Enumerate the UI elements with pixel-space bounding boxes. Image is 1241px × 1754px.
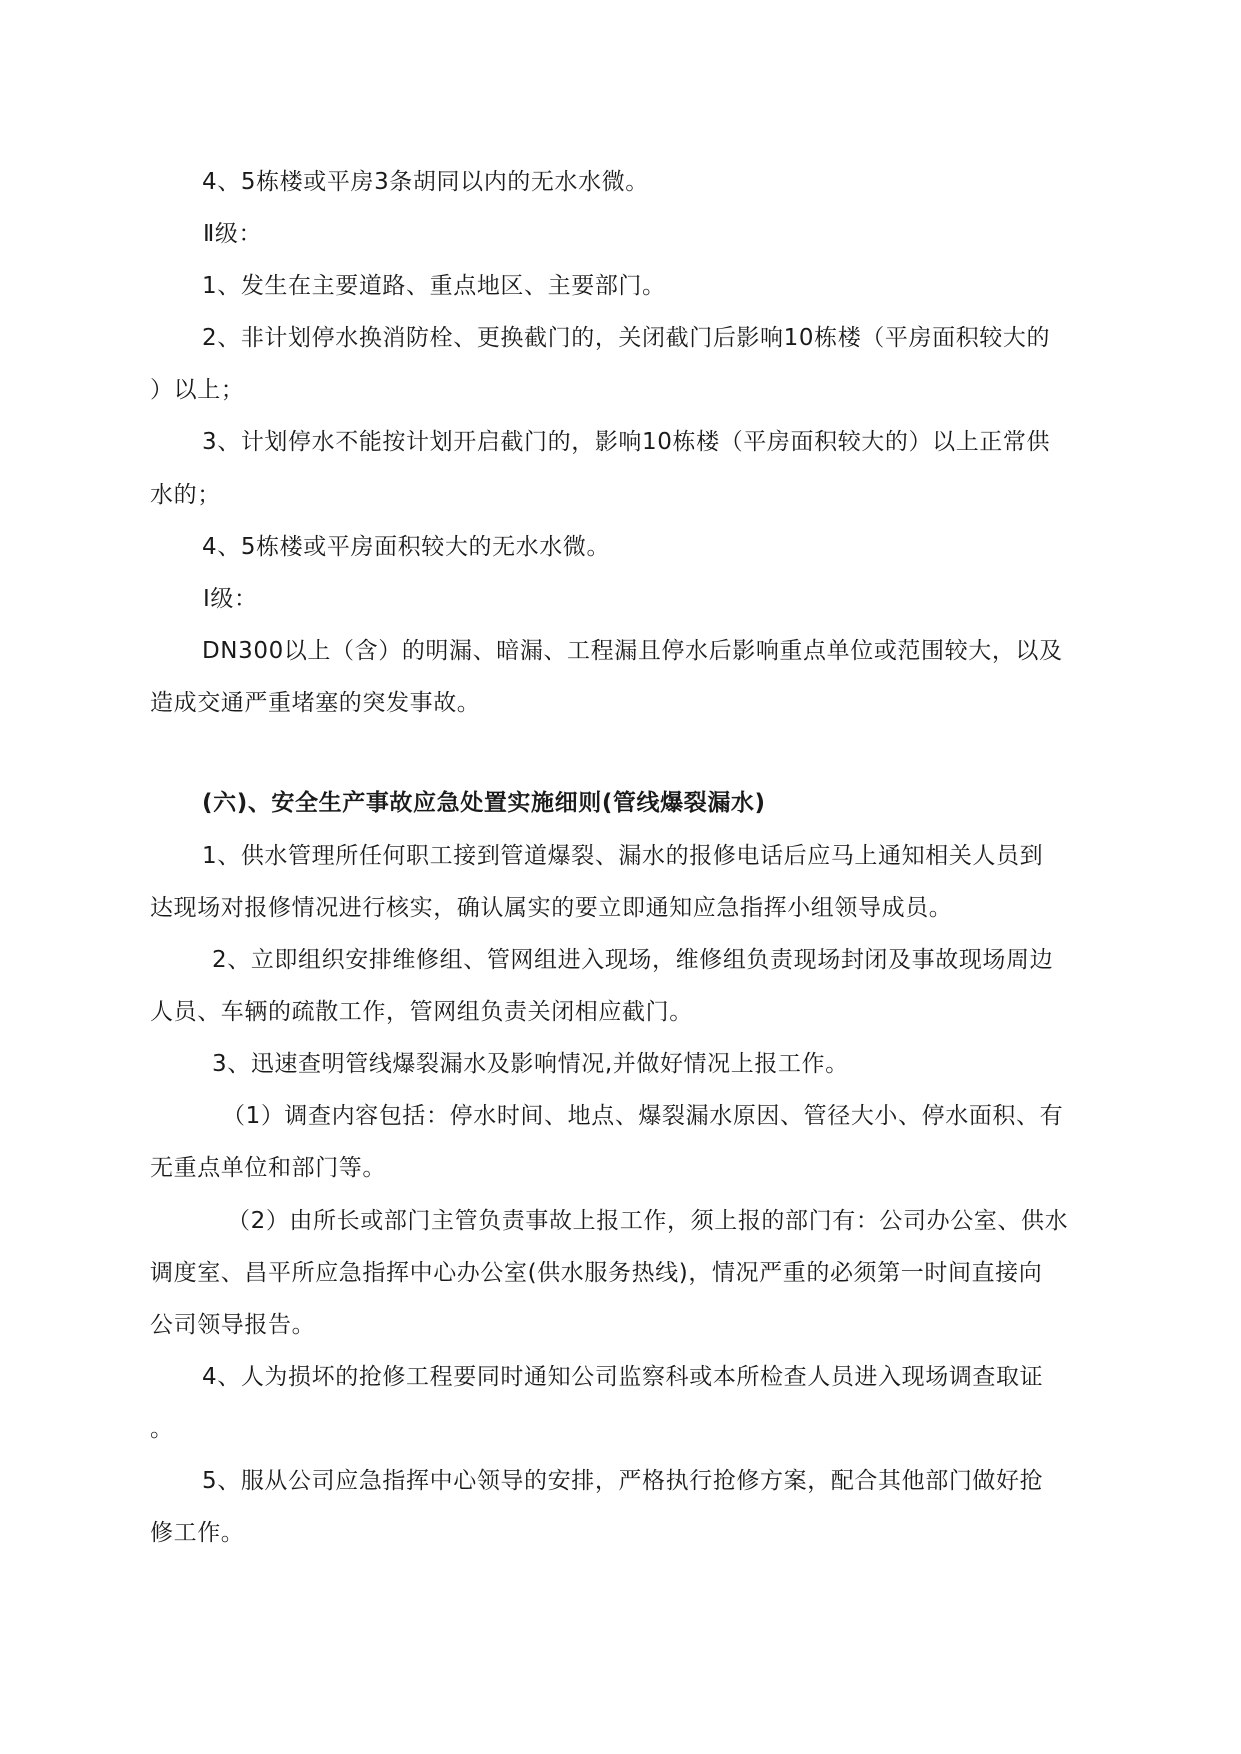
paragraph-line: 4、5栋楼或平房3条胡同以内的无水水微。 <box>202 169 649 195</box>
paragraph-line: 。 <box>150 1416 174 1442</box>
paragraph-line: 无重点单位和部门等。 <box>150 1155 386 1181</box>
section-heading: (六)、安全生产事故应急处置实施细则(管线爆裂漏水) <box>202 790 766 816</box>
paragraph-line: 2、非计划停水换消防栓、更换截门的，关闭截门后影响10栋楼（平房面积较大的 <box>202 325 1051 351</box>
paragraph-line: ）以上； <box>150 377 245 403</box>
paragraph-line: 3、计划停水不能按计划开启截门的，影响10栋楼（平房面积较大的）以上正常供 <box>202 429 1051 455</box>
paragraph-line: 调度室、昌平所应急指挥中心办公室(供水服务热线)，情况严重的必须第一时间直接向 <box>150 1260 1043 1286</box>
paragraph-line: 修工作。 <box>150 1520 245 1546</box>
paragraph-line: 4、人为损坏的抢修工程要同时通知公司监察科或本所检查人员进入现场调查取证 <box>202 1364 1044 1390</box>
paragraph-line: 2、立即组织安排维修组、管网组进入现场，维修组负责现场封闭及事故现场周边 <box>212 947 1054 973</box>
paragraph-line: 人员、车辆的疏散工作，管网组负责关闭相应截门。 <box>150 999 693 1025</box>
paragraph-line: 水的； <box>150 482 221 508</box>
paragraph-line: 5、服从公司应急指挥中心领导的安排，严格执行抢修方案，配合其他部门做好抢 <box>202 1468 1044 1494</box>
paragraph-line: （1）调查内容包括：停水时间、地点、爆裂漏水原因、管径大小、停水面积、有 <box>222 1103 1064 1129</box>
paragraph-line: 达现场对报修情况进行核实，确认属实的要立即通知应急指挥小组领导成员。 <box>150 895 953 921</box>
paragraph-line: DN300以上（含）的明漏、暗漏、工程漏且停水后影响重点单位或范围较大，以及 <box>202 638 1063 664</box>
paragraph-line: 1、发生在主要道路、重点地区、主要部门。 <box>202 273 666 299</box>
paragraph-line: 造成交通严重堵塞的突发事故。 <box>150 690 481 716</box>
paragraph-line: 3、迅速查明管线爆裂漏水及影响情况,并做好情况上报工作。 <box>212 1051 849 1077</box>
level-heading-i: Ⅰ级： <box>203 586 258 612</box>
paragraph-line: 公司领导报告。 <box>150 1312 316 1338</box>
level-heading-ii: Ⅱ级： <box>203 221 263 247</box>
paragraph-line: 4、5栋楼或平房面积较大的无水水微。 <box>202 534 611 560</box>
paragraph-line: 1、供水管理所任何职工接到管道爆裂、漏水的报修电话后应马上通知相关人员到 <box>202 843 1044 869</box>
paragraph-line: （2）由所长或部门主管负责事故上报工作，须上报的部门有：公司办公室、供水 <box>227 1208 1069 1234</box>
